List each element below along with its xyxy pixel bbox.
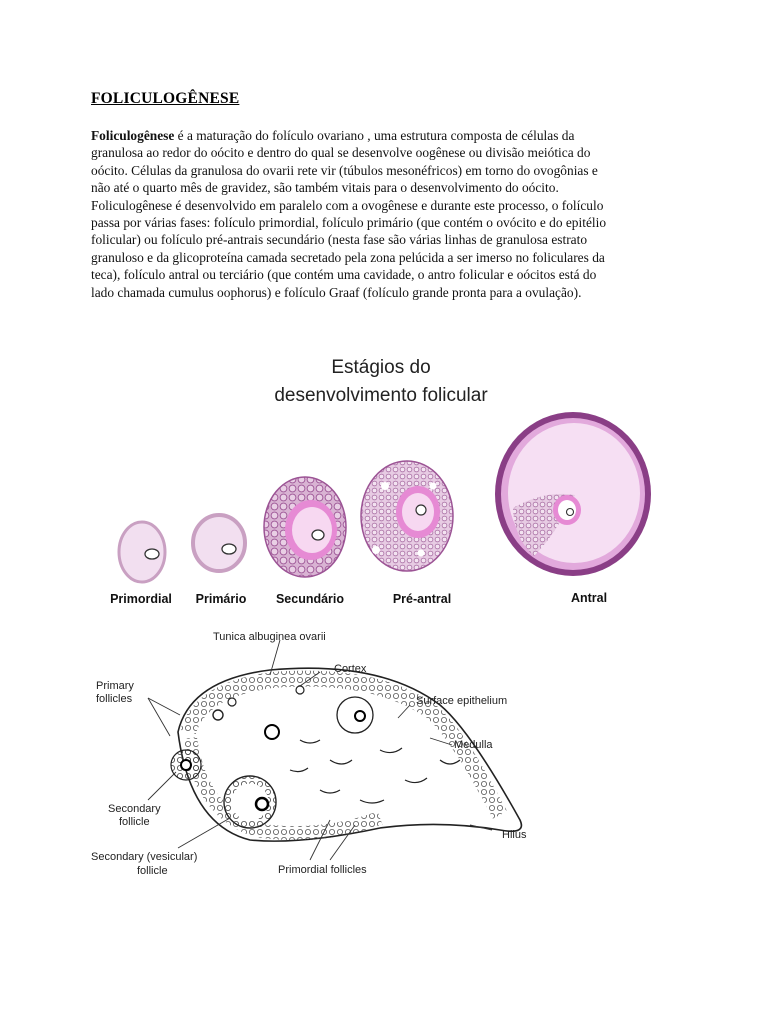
stages-title-line1: Estágios do xyxy=(331,357,431,378)
follicle-pre-antral xyxy=(361,461,453,571)
paragraph-line: granulosa ao redor do oócito e dentro do qual se desenvolve oogênese ou divisão meiótica do xyxy=(91,145,591,161)
label-primary-1: Primary xyxy=(96,680,134,692)
vesicular-follicle xyxy=(224,776,276,828)
label-surface: Surface epithelium xyxy=(416,695,508,707)
label-tunica: Tunica albuginea ovarii xyxy=(213,631,326,643)
ovary-diagram xyxy=(0,620,768,880)
label-hilus: Hilus xyxy=(502,829,527,841)
paragraph-line xyxy=(91,127,676,144)
stage-label-primordial: Primordial xyxy=(110,592,172,606)
label-secondary-1: Secondary xyxy=(108,803,161,815)
stage-label-primario: Primário xyxy=(195,592,247,606)
paragraph-line: oócito. Células da granulosa do ovarii rete vir (túbulos mesonéfricos) em torno do ovogônias e xyxy=(91,162,598,178)
follicle-primario xyxy=(193,515,245,571)
stage-label-antral: Antral xyxy=(570,591,608,605)
follicle-primordial xyxy=(119,522,165,582)
label-cortex: Cortex xyxy=(334,663,367,675)
stage-label-secundario: Secundário xyxy=(275,592,345,606)
follicle-stages-figure xyxy=(0,340,768,620)
paragraph-line: folicular) ou folículo pré-antrais secundário (nesta fase são várias linhas de granulosa estrato xyxy=(91,232,588,248)
paragraph-line: granuloso e da glicoproteína camada secretado pela zona pelúcida a ser imerso no foliculares da xyxy=(91,249,605,265)
paragraph-line: teca), folículo antral ou terciário (que contém uma cavidade, o antro folicular e oócitos está do xyxy=(91,267,597,283)
medulla-follicle xyxy=(337,697,373,733)
document-title: FOLICULOGÊNESE xyxy=(91,90,240,107)
paragraph-line: lado chamada cumulus oophorus) e folículo Graaf (folículo grande pronta para a ovulação). xyxy=(91,284,582,300)
document-paragraph xyxy=(91,127,676,301)
follicle-secundario xyxy=(264,477,346,577)
label-vesicular-1: Secondary (vesicular) xyxy=(91,851,198,863)
paragraph-line: Foliculogênese é desenvolvido em paralelo com a ovogênese e durante este processo, o folículo xyxy=(91,197,604,213)
label-primary-2: follicles xyxy=(96,693,133,705)
stage-label-pre-antral: Pré-antral xyxy=(392,592,452,606)
stages-title-line2: desenvolvimento folicular xyxy=(274,385,488,406)
line-text: é a maturação do folículo ovariano , uma estrutura composta de células da xyxy=(174,128,575,143)
label-primordial: Primordial follicles xyxy=(278,864,367,876)
label-vesicular-2: follicle xyxy=(137,865,168,877)
follicle-antral xyxy=(495,412,651,576)
paragraph-line: passa por várias fases: folículo primordial, folículo primário (que contém o ovócito e do epitélio xyxy=(91,215,607,231)
term-bold: Foliculogênese xyxy=(91,128,175,143)
secondary-follicle xyxy=(171,750,201,780)
label-secondary-2: follicle xyxy=(119,816,150,828)
paragraph-line: não até o quarto mês de gravidez, são também vitais para o desenvolvimento do oócito. xyxy=(91,180,559,196)
label-medulla: Medulla xyxy=(454,739,493,751)
